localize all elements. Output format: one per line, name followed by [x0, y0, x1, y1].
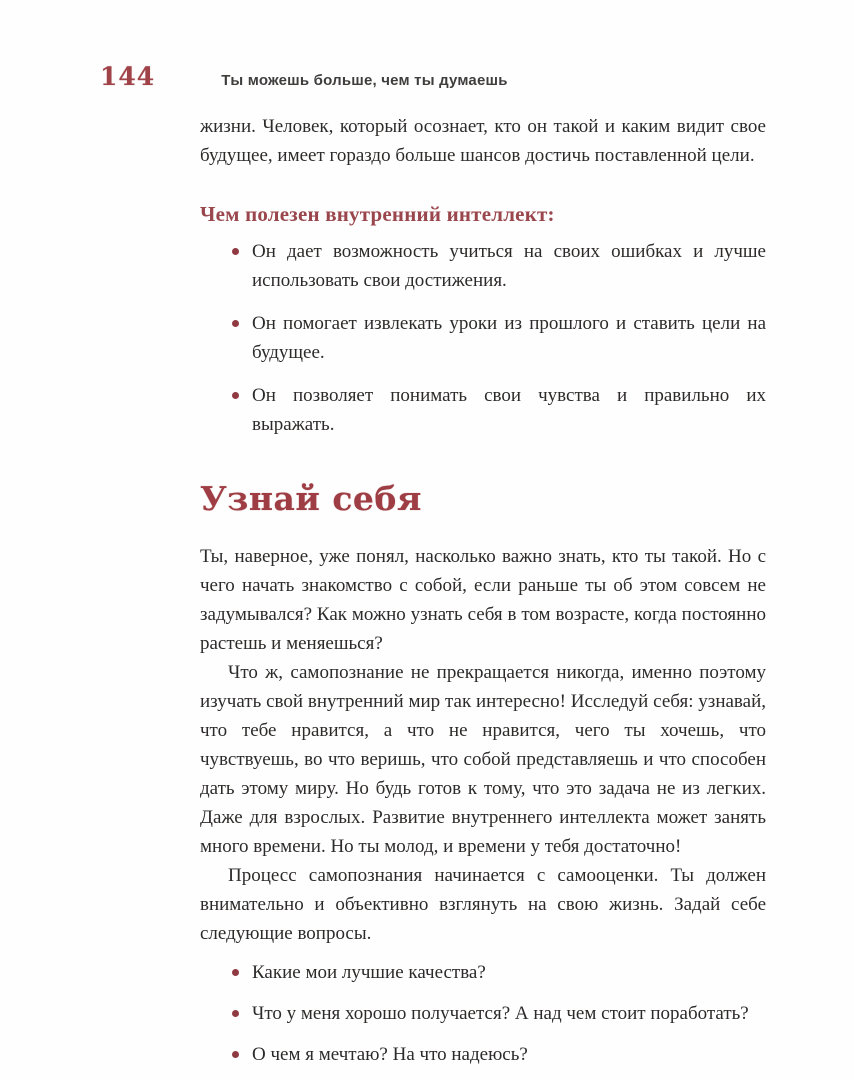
section-paragraph: Что ж, самопознание не прекращается никогда, именно поэтому изучать свой внутренний мир так интересно! Исследуй себя: узнавай, что тебе нравится, а что не нравится, чего ты хочешь, что чувствуешь, во что веришь, что собой представляешь и что способен дать этому миру. Но будь готов к тому, что это задача не из легких. Даже для взрослых. Развитие внутреннего интеллекта может занять много времени. Но ты молод, и времени у тебя достаточно! — [200, 662, 766, 857]
bullet-icon — [232, 1051, 239, 1058]
section-paragraph: Ты, наверное, уже понял, насколько важно знать, кто ты такой. Но с чего начать знакомство с собой, если раньше ты об этом совсем не задумывался? Как можно узнать себя в том возрасте, когда постоянно растешь и меняешься? — [200, 546, 766, 654]
bullet-icon — [232, 969, 239, 976]
list-item-text: Он дает возможность учиться на своих ошибках и лучше использовать свои достижения. — [252, 241, 766, 291]
running-header — [100, 62, 764, 91]
list-item-text: Что у меня хорошо получается? А над чем стоит поработать? — [252, 1003, 749, 1024]
list-item-text: Он помогает извлекать уроки из прошлого и ставить цели на будущее. — [252, 313, 766, 363]
benefits-heading: Чем полезен внутренний интеллект: — [200, 202, 555, 226]
page-number: 144 — [100, 62, 156, 91]
list-item — [232, 958, 766, 987]
list-item — [232, 237, 766, 295]
running-header-title: Ты можешь больше, чем ты думаешь — [221, 72, 508, 89]
bullet-icon — [232, 320, 239, 327]
list-item-text: Он позволяет понимать свои чувства и правильно их выражать. — [252, 385, 766, 435]
list-item-text: О чем я мечтаю? На что надеюсь? — [252, 1044, 528, 1065]
list-item-text: Какие мои лучшие качества? — [252, 962, 486, 983]
list-item — [232, 1040, 766, 1069]
questions-list — [200, 958, 766, 1069]
list-item — [232, 381, 766, 439]
intro-paragraph: жизни. Человек, который осознает, кто он такой и каким видит свое будущее, имеет гораздо больше шансов достичь поставленной цели. — [200, 116, 766, 166]
bullet-icon — [232, 392, 239, 399]
bullet-icon — [232, 248, 239, 255]
page-content — [200, 112, 766, 1069]
section-heading: Узнай себя — [200, 479, 422, 518]
bullet-icon — [232, 1010, 239, 1017]
benefits-list — [200, 237, 766, 439]
list-item — [232, 309, 766, 367]
section-paragraph: Процесс самопознания начинается с самооценки. Ты должен внимательно и объективно взглянуть на свою жизнь. Задай себе следующие вопросы. — [200, 865, 766, 944]
list-item — [232, 999, 766, 1028]
